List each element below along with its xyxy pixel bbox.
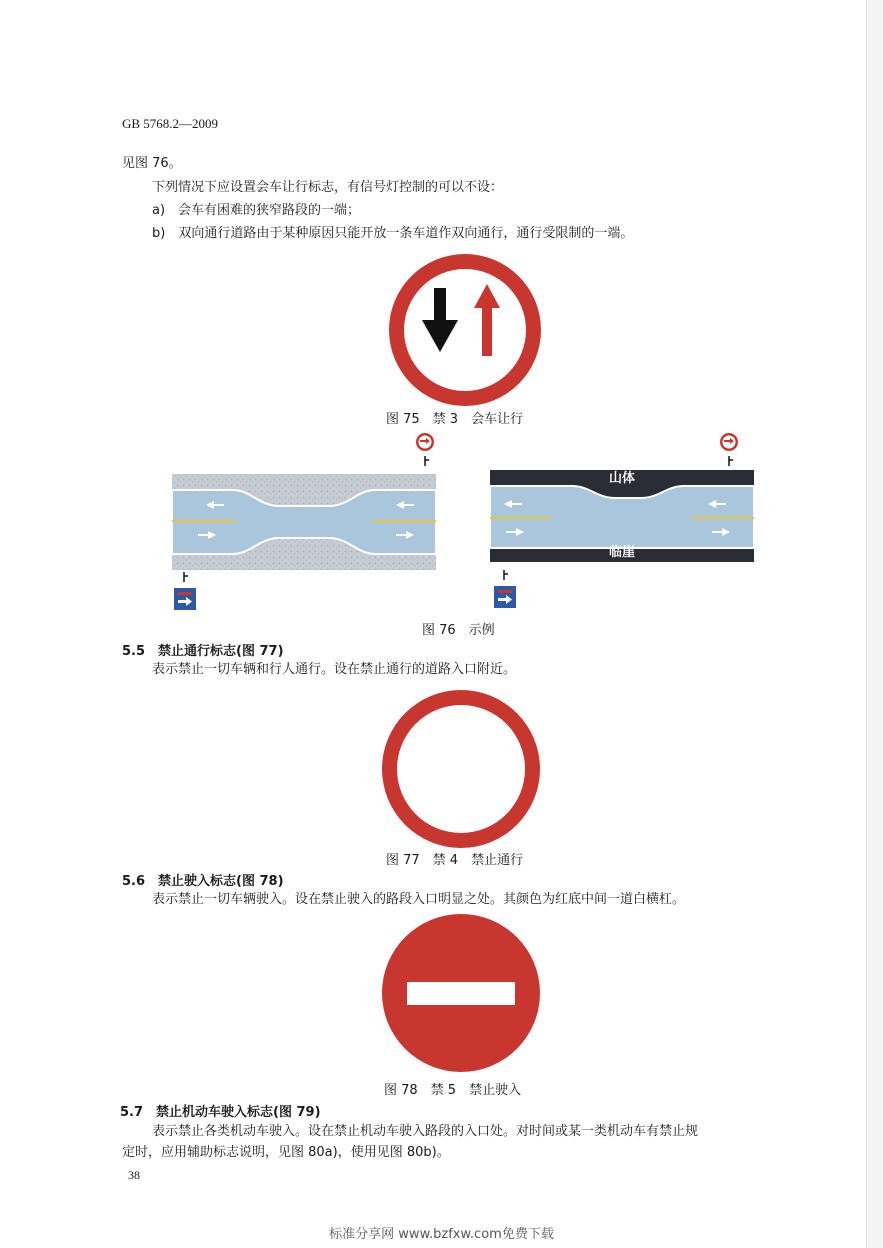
paragraph: 表示禁止一切车辆和行人通行。设在禁止通行的道路入口附近。 <box>152 662 517 677</box>
figure-caption: 图 76 示例 <box>422 623 495 638</box>
example-diagram-right <box>488 430 756 615</box>
section-heading: 5.6 禁止驶入标志(图 78) <box>122 874 284 889</box>
figure-caption: 图 78 禁 5 禁止驶入 <box>384 1083 522 1098</box>
white-bar <box>407 982 515 1005</box>
no-passage-sign <box>380 688 542 850</box>
paragraph: 下列情况下应设置会车让行标志，有信号灯控制的可以不设： <box>152 180 504 195</box>
page-edge <box>866 0 883 1248</box>
paragraph: 定时，应用辅助标志说明，见图 80a)，使用见图 80b)。 <box>122 1145 450 1160</box>
paragraph: 表示禁止一切车辆驶入。设在禁止驶入的路段入口明显之处。其颜色为红底中间一道白横杠。 <box>152 892 686 907</box>
section-heading: 5.7 禁止机动车驶入标志(图 79) <box>120 1105 321 1120</box>
figure-caption: 图 75 禁 3 会车让行 <box>386 412 524 427</box>
paragraph: 表示禁止各类机动车驶入。设在禁止机动车驶入路段的入口处。对时间或某一类机动车有禁止规 <box>152 1124 699 1139</box>
no-entry-sign <box>380 912 542 1074</box>
list-item: b) 双向通行道路由于某种原因只能开放一条车道作双向通行，通行受限制的一端。 <box>152 226 634 241</box>
paragraph: 见图 76。 <box>122 156 182 171</box>
list-item: a) 会车有困难的狭窄路段的一端； <box>152 203 361 218</box>
example-diagram-left <box>170 430 440 615</box>
mountain-label: 山体 <box>608 471 635 486</box>
footer-watermark: 标准分享网 www.bzfxw.com免费下载 <box>329 1227 554 1242</box>
section-heading: 5.5 禁止通行标志(图 77) <box>122 644 284 659</box>
page-number: 38 <box>128 1168 140 1182</box>
doc-code: GB 5768.2—2009 <box>122 116 219 131</box>
cliff-label: 临崖 <box>608 545 635 560</box>
oncoming-priority-sign <box>385 250 545 410</box>
figure-caption: 图 77 禁 4 禁止通行 <box>386 853 524 868</box>
